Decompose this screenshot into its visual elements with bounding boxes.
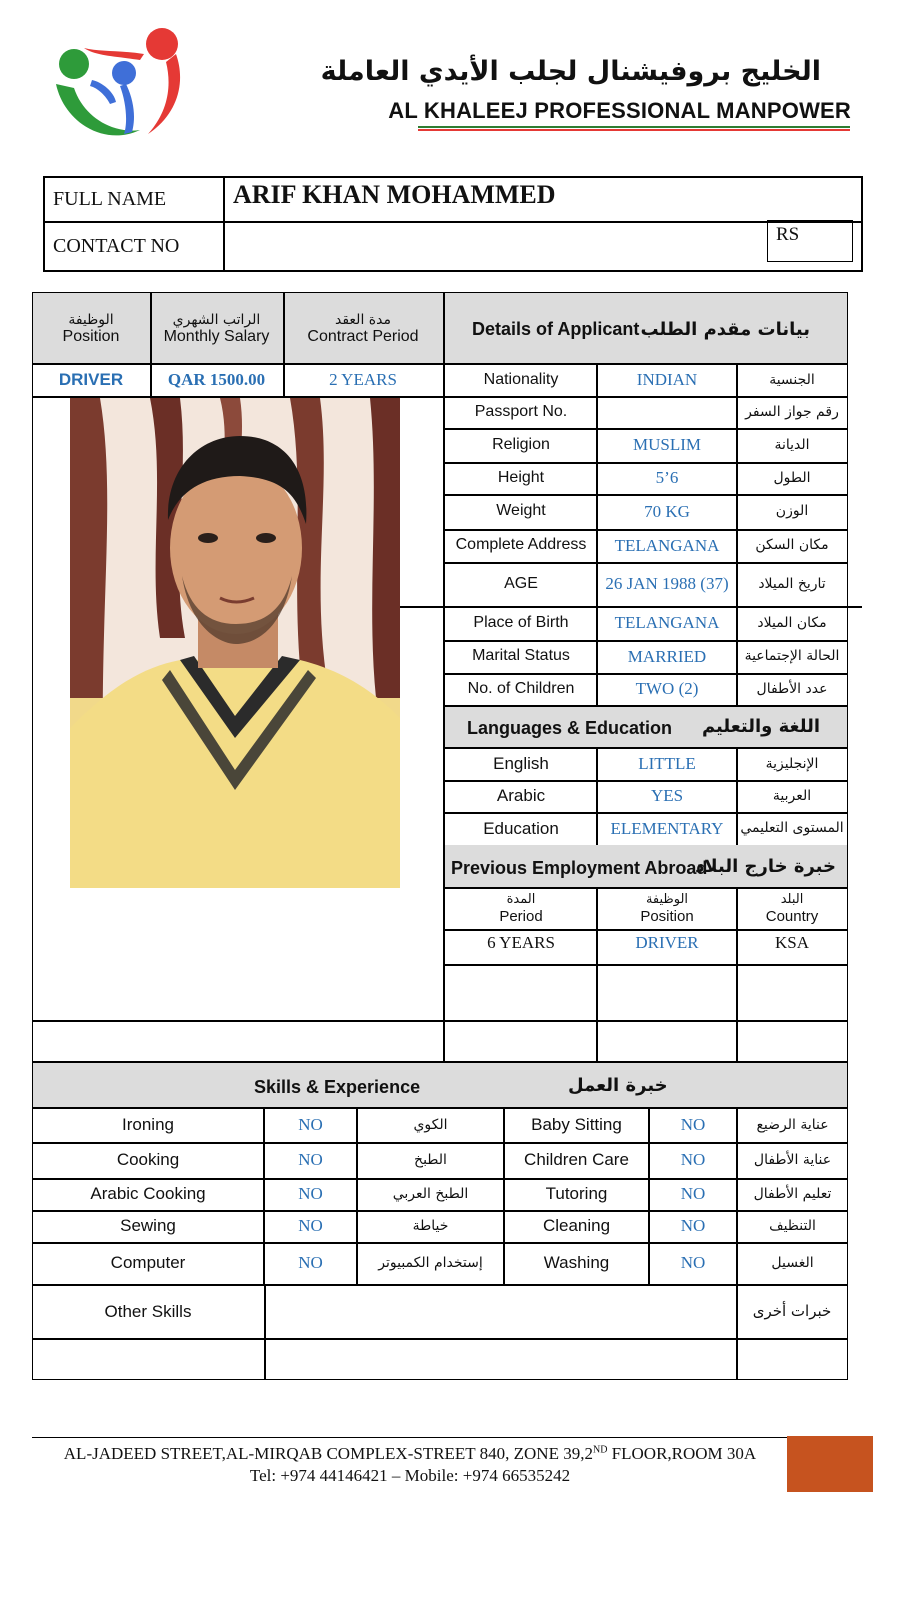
skill-label-ar: عناية الرضيع	[756, 1116, 829, 1133]
applicant-row-value: 70 KG	[644, 501, 690, 521]
period-header	[445, 889, 597, 929]
company-name-english: AL KHALEEJ PROFESSIONAL MANPOWER	[388, 98, 851, 123]
emp-position-header-en: Position	[640, 907, 694, 925]
applicant-row-value: TWO (2)	[635, 679, 699, 699]
languages-title-en: Languages & Education	[467, 718, 673, 738]
country-header-ar: البلد	[780, 891, 804, 907]
contract-value: 2 YEARS	[329, 370, 397, 390]
language-row-label-ar: الإنجليزية	[765, 755, 819, 772]
emp-position-header	[597, 889, 737, 929]
skill-value: NO	[680, 1253, 706, 1273]
applicant-row-label: No. of Children	[467, 679, 575, 697]
emp-line-4	[32, 1020, 848, 1022]
skill-col-line	[736, 1107, 738, 1284]
emp-line-3	[444, 964, 848, 966]
language-row-label: Education	[483, 818, 559, 838]
footer-phones: Tel: +974 44146421 – Mobile: +974 66535242	[249, 1466, 571, 1485]
language-row-value: ELEMENTARY	[610, 818, 724, 838]
skill-label: Ironing	[122, 1115, 174, 1135]
skill-label-ar: الطبخ	[414, 1151, 447, 1168]
footer-rule	[32, 1437, 788, 1438]
language-col-line-1	[596, 748, 598, 845]
country-header-en: Country	[765, 907, 819, 925]
emp-line-2	[444, 929, 848, 931]
applicant-row-label: Religion	[492, 435, 550, 453]
applicant-row-label: Nationality	[483, 370, 559, 388]
applicant-row-value: MUSLIM	[632, 435, 701, 455]
skill-label-ar: الكوي	[413, 1116, 448, 1133]
applicant-row-label: Passport No.	[474, 402, 568, 420]
footer-address-end: FLOOR,ROOM 30A	[607, 1444, 757, 1463]
emp-position-value: DRIVER	[635, 933, 699, 953]
position-header-ar: الوظيفة	[68, 311, 114, 328]
applicant-title-ar: بيانات مقدم الطلب	[640, 319, 810, 340]
skills-title-ar: خبرة العمل	[568, 1075, 668, 1096]
applicant-row-value	[597, 396, 737, 428]
applicant-row-label: Place of Birth	[473, 613, 569, 631]
salary-value: QAR 1500.00	[167, 370, 266, 390]
other-skills-label: Other Skills	[104, 1302, 192, 1322]
rs-box	[767, 220, 853, 262]
skill-value: NO	[298, 1150, 323, 1170]
language-row-value: YES	[650, 786, 684, 806]
applicant-row-label: Complete Address	[455, 536, 587, 554]
skill-label-ar: تعليم الأطفال	[753, 1185, 832, 1202]
position-value: DRIVER	[58, 370, 124, 390]
identity-box	[43, 176, 863, 272]
skills-title-en: Skills & Experience	[254, 1077, 421, 1097]
applicant-row-label-ar: عدد الأطفال	[756, 680, 828, 697]
brand-underline-green	[418, 126, 850, 128]
applicant-col-line-2	[736, 364, 738, 705]
emp-period-value: 6 YEARS	[487, 933, 555, 953]
applicant-row-label: Weight	[496, 502, 546, 520]
applicant-row-label: AGE	[504, 574, 538, 592]
other-skills-label-ar: خبرات أخرى	[752, 1302, 832, 1321]
other-col-line-2	[736, 1284, 738, 1380]
emp-position-header-ar: الوظيفة	[645, 891, 689, 907]
employment-title-en: Previous Employment Abroad	[451, 858, 708, 878]
skill-label: Sewing	[120, 1216, 176, 1236]
full-name-label: FULL NAME	[53, 188, 167, 210]
applicant-row-label-ar: الوزن	[775, 503, 809, 520]
applicant-row-label-ar: مكان السكن	[755, 537, 829, 554]
applicant-row-value: INDIAN	[636, 370, 698, 390]
emp-country-value: KSA	[774, 933, 809, 953]
skill-label: Baby Sitting	[531, 1115, 622, 1135]
contract-header	[283, 296, 443, 362]
emp-col-line-1	[596, 887, 598, 1062]
applicant-row-label: Marital Status	[472, 647, 570, 665]
skill-label: Children Care	[524, 1150, 629, 1170]
language-row-value: LITTLE	[638, 754, 696, 774]
applicant-row-label-ar: الديانة	[774, 436, 810, 453]
skill-value: NO	[298, 1184, 323, 1204]
country-header	[737, 889, 847, 929]
contract-header-ar: مدة العقد	[335, 311, 391, 328]
position-header-en: Position	[62, 327, 120, 345]
rs-label: RS	[776, 224, 800, 245]
language-row-label-ar: العربية	[772, 787, 812, 804]
skill-value: NO	[680, 1216, 706, 1236]
skill-label-ar: خياطة	[412, 1217, 449, 1234]
skill-col-line	[356, 1107, 358, 1284]
footer-address-sup: ND	[592, 1444, 608, 1456]
footer-address-main: AL-JADEED STREET,AL-MIRQAB COMPLEX-STREET 840, ZONE 39,2	[63, 1444, 593, 1463]
skill-value: NO	[298, 1253, 323, 1273]
skill-label: Washing	[543, 1253, 610, 1273]
position-header	[32, 296, 150, 362]
applicant-row-value: MARRIED	[627, 646, 707, 666]
emp-line-1	[444, 887, 848, 889]
skill-col-line	[503, 1107, 505, 1284]
applicant-row-label-ar: الحالة الإجتماعية	[744, 648, 840, 665]
applicant-row-value: TELANGANA	[614, 535, 720, 555]
salary-header-ar: الراتب الشهري	[172, 311, 261, 328]
applicant-title-en: Details of Applicant	[472, 319, 640, 339]
language-row-label: English	[493, 754, 549, 774]
skill-label: Arabic Cooking	[90, 1184, 206, 1204]
footer-address	[32, 1444, 788, 1464]
skill-label-ar: عناية الأطفال	[753, 1151, 832, 1168]
footer-accent-box	[787, 1436, 873, 1492]
salary-header	[150, 296, 283, 362]
applicant-row-label-ar: الطول	[773, 469, 811, 486]
contract-header-en: Contract Period	[307, 327, 419, 345]
skill-value: NO	[680, 1115, 706, 1135]
skill-label-ar: التنظيف	[769, 1217, 816, 1234]
skill-col-line	[648, 1107, 650, 1284]
applicant-row-label-ar: مكان الميلاد	[757, 614, 827, 631]
photo-crossing-line	[400, 606, 862, 608]
applicant-row-value: 26 JAN 1988 (37)	[605, 574, 729, 594]
salary-header-en: Monthly Salary	[163, 327, 270, 345]
applicant-row-value: TELANGANA	[614, 613, 720, 633]
applicant-row-label-ar: رقم جواز السفر	[745, 403, 839, 420]
applicant-row-label: Height	[497, 468, 545, 486]
other-col-line-1	[264, 1284, 266, 1380]
skill-label-ar: الغسيل	[771, 1254, 814, 1271]
brand-underline-red	[418, 129, 850, 131]
identity-divider	[223, 178, 225, 270]
applicant-row-label-ar: تاريخ الميلاد	[758, 575, 826, 592]
languages-title-ar: اللغة والتعليم	[701, 716, 820, 737]
language-row-label-ar: المستوى التعليمي	[740, 820, 844, 837]
contact-label: CONTACT NO	[53, 235, 180, 257]
skill-label-ar: الطبخ العربي	[392, 1185, 469, 1202]
language-row-label: Arabic	[496, 786, 546, 806]
full-name-value: ARIF KHAN MOHAMMED	[233, 180, 556, 209]
skill-label: Cleaning	[542, 1216, 611, 1236]
skill-col-line	[263, 1107, 265, 1284]
skill-label-ar: إستخدام الكمبيوتر	[378, 1254, 483, 1271]
emp-col-line-2	[736, 887, 738, 1062]
other-skills-bottom	[32, 1338, 848, 1340]
skill-value: NO	[680, 1150, 706, 1170]
period-header-en: Period	[499, 907, 543, 925]
company-logo	[44, 22, 194, 152]
skill-value: NO	[298, 1216, 323, 1236]
applicant-col-line-1	[596, 364, 598, 705]
skill-value: NO	[298, 1115, 323, 1135]
skills-header	[33, 1063, 847, 1107]
skill-label: Tutoring	[545, 1184, 608, 1204]
applicant-row-label-ar: الجنسية	[769, 371, 815, 388]
applicant-row-value: 5’6	[655, 468, 679, 488]
period-header-ar: المدة	[506, 891, 536, 907]
skill-label: Computer	[110, 1253, 186, 1273]
language-col-line-2	[736, 748, 738, 845]
skill-value: NO	[680, 1184, 706, 1204]
applicant-photo	[70, 398, 400, 888]
skill-label: Cooking	[116, 1150, 180, 1170]
employment-title-ar: خبرة خارج البلاد	[695, 856, 836, 877]
company-name-arabic: الخليج بروفيشنال لجلب الأيدي العاملة	[320, 56, 821, 87]
